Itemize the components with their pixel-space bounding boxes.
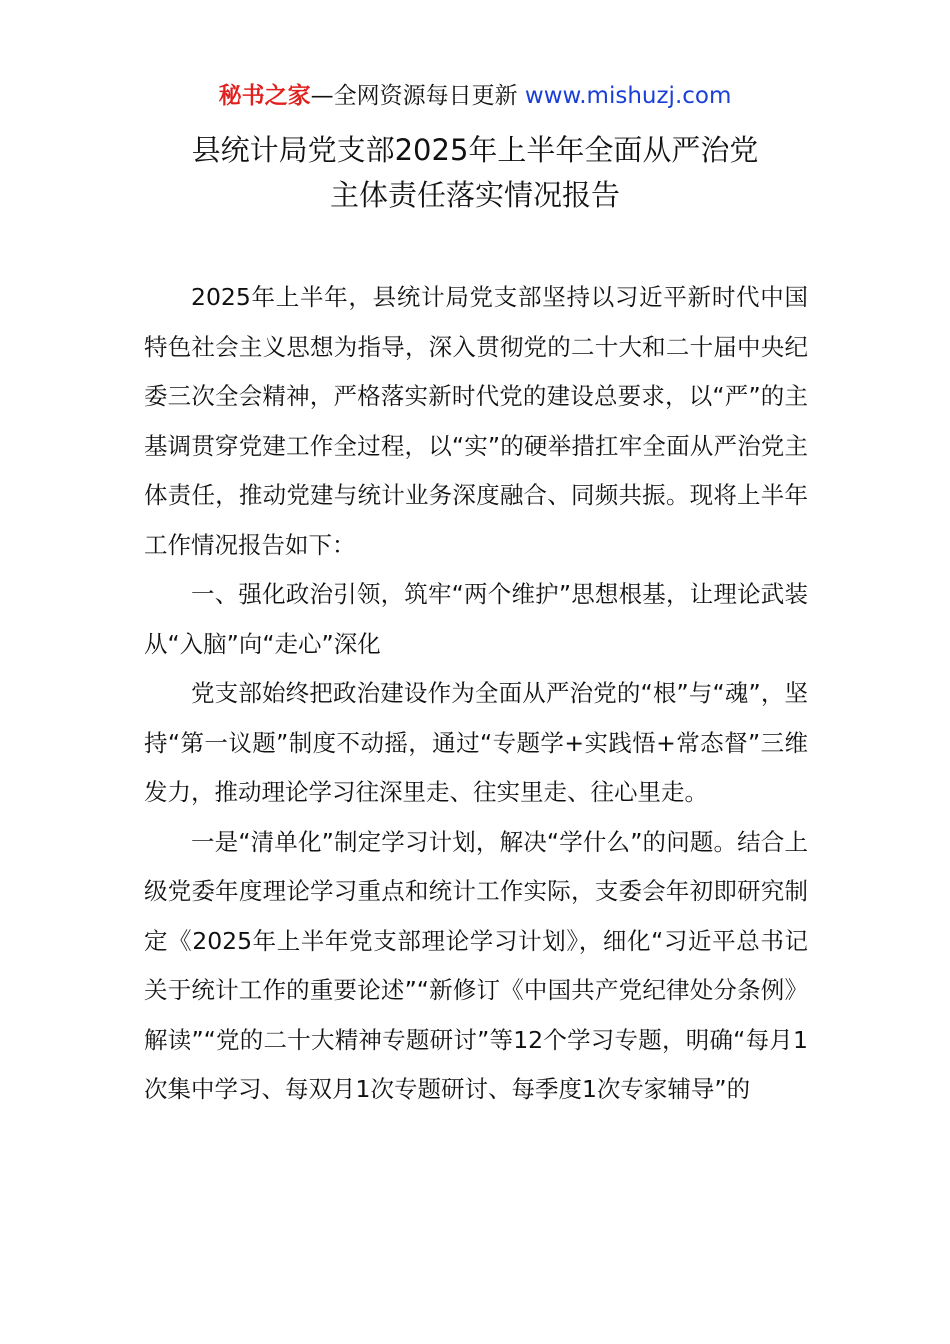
document-body: [144, 273, 808, 1115]
point-paragraph-1: 一是“清单化”制定学习计划，解决“学什么”的问题。结合上级党委年度理论学习重点和统计工作实际，支委会年初即研究制定《2025年上半年党支部理论学习计划》，细化“习近平总书记关于统计工作的重要论述”“新修订《中国共产党纪律处分条例》解读”“党的二十大精神专题研讨”等12个学习专题，明确“每月1次集中学习、每双月1次专题研讨、每季度1次专家辅导”的: [144, 827, 808, 1103]
section-heading-1: 一、强化政治引领，筑牢“两个维护”思想根基，让理论武装从“入脑”向“走心”深化: [144, 580, 808, 658]
brand-name: 秘书之家: [218, 83, 311, 109]
section-paragraph: 党支部始终把政治建设作为全面从严治党的“根”与“魂”，坚持“第一议题”制度不动摇，通过“专题学+实践悟+常态督”三维发力，推动理论学习往深里走、往实里走、往心里走。: [144, 679, 808, 806]
document-title: [0, 128, 950, 218]
site-url-link[interactable]: www.mishuzj.com: [524, 83, 732, 109]
title-line-2: 主体责任落实情况报告: [329, 178, 620, 212]
intro-paragraph: 2025年上半年，县统计局党支部坚持以习近平新时代中国特色社会主义思想为指导，深入贯彻党的二十大和二十届中央纪委三次全会精神，严格落实新时代党的建设总要求，以“严”的主基调贯穿党建工作全过程，以“实”的硬举措扛牢全面从严治党主体责任，推动党建与统计业务深度融合、同频共振。现将上半年工作情况报告如下：: [144, 283, 808, 559]
title-line-1: 县统计局党支部2025年上半年全面从严治党: [191, 133, 759, 167]
site-header: [0, 78, 950, 114]
header-tagline: —全网资源每日更新: [310, 83, 518, 109]
